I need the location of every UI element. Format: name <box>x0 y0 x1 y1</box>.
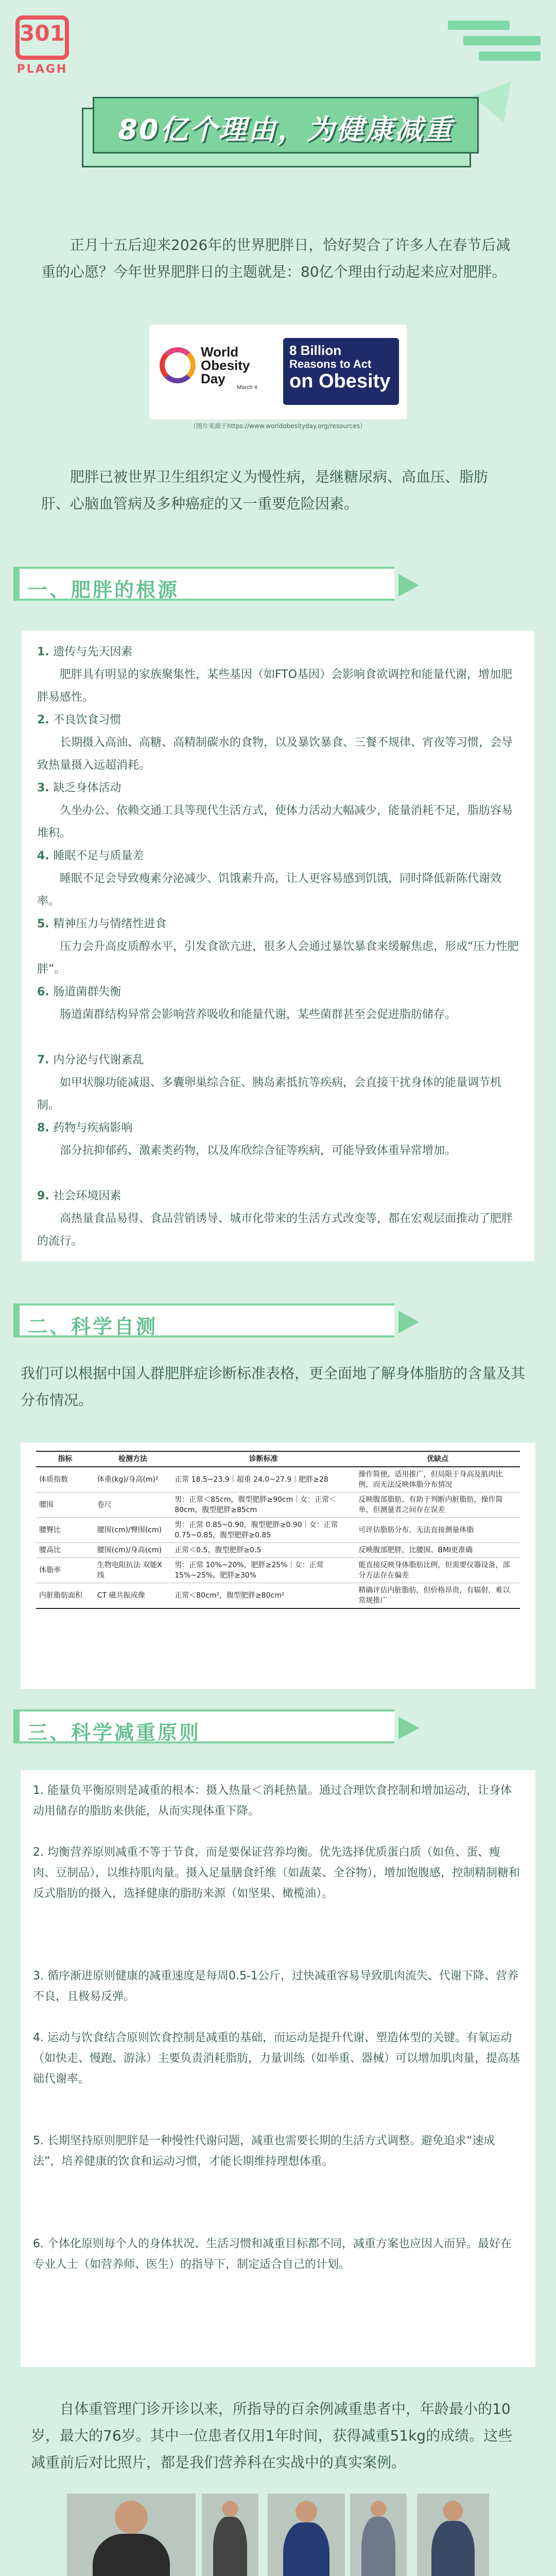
table-cell: 反映腹部肥胖，比腰围、BMI更准确 <box>355 1543 520 1558</box>
before-after-photo <box>350 2494 407 2576</box>
table-cell: 反映腹部脂肪，有助于判断内脏脂肪，操作简单，但测量者之间存在误差 <box>355 1493 520 1518</box>
cause-title-text: 内分泌与代谢紊乱 <box>53 1054 144 1066</box>
cause-number: 8. <box>37 1122 54 1134</box>
table-cell: 腰围(cm)/臀围(cm) <box>94 1518 171 1543</box>
table-cell: 体脂率 <box>36 1558 94 1583</box>
section-title: 一、肥胖的根源 <box>28 579 180 601</box>
table-cell: 能直接反映身体脂肪比例，但需要仪器设备，部分方法存在偏差 <box>355 1558 520 1583</box>
table-cell: 男：正常 0.85~0.90，腹型肥胖≥0.90｜女：正常 0.75~0.85，腹型肥胖≥0.85 <box>171 1518 355 1543</box>
principle-item: 3. 循序渐进原则健康的减重速度是每周0.5-1公斤，过快减重容易导致肌肉流失、代谢下降、营养不良，且极易反弹。 <box>33 1970 518 2003</box>
cause-title <box>37 1185 521 1208</box>
person-head <box>296 2501 317 2522</box>
logo-text: PLAGH <box>16 63 68 76</box>
cause-title <box>37 641 521 664</box>
principle-item: 1. 能量负平衡原则是减重的根本：摄入热量＜消耗热量。通过合理饮食控制和增加运动，让身体动用储存的脂肪来供能，从而实现体重下降。 <box>33 1784 512 1818</box>
principles-card <box>21 1770 535 2367</box>
cause-number: 2. <box>37 714 54 726</box>
table-cell: 腰围 <box>36 1493 94 1518</box>
table-row <box>36 1583 520 1609</box>
table-cell: 体质指数 <box>36 1467 94 1493</box>
table-row <box>36 1518 520 1543</box>
title-banner <box>93 97 479 154</box>
table-cell: 男：正常 10%~20%，肥胖≥25%｜女：正常 15%~25%，肥胖≥30% <box>171 1558 355 1583</box>
table-cell: 正常 18.5~23.9｜超重 24.0~27.9｜肥胖≥28 <box>171 1467 355 1493</box>
decorative-bar <box>448 21 510 30</box>
cause-title <box>37 1117 521 1140</box>
section-title: 三、科学减重原则 <box>28 1721 201 1744</box>
cause-number: 5. <box>37 918 54 930</box>
world-obesity-title: World Obesity Day <box>201 344 250 386</box>
principle-item: 4. 运动与饮食结合原则饮食控制是减重的基础，而运动是提升代谢、塑造体型的关键。有氧运动（如快走、慢跑、游泳）主要负责消耗脂肪，力量训练（如举重、器械）可以增加肌肉量，提高基础代谢率。 <box>33 2031 520 2086</box>
principle-item: 2. 均衡营养原则减重不等于节食，而是要保证营养均衡。优先选择优质蛋白质（如鱼、蛋、瘦肉、豆制品），以维持肌肉量。摄入足量膳食纤维（如蔬菜、全谷物），增加饱腹感，控制精制糖和反式脂肪的摄入，选择健康的脂肪来源（如坚果、橄榄油）。 <box>33 1846 520 1900</box>
cause-title <box>37 981 521 1004</box>
cause-description: 睡眠不足会导致瘦素分泌减少、饥饿素升高，让人更容易感到饥饿，同时降低新陈代谢效率。 <box>37 872 502 908</box>
section-heading-causes <box>13 567 394 601</box>
cause-title <box>37 845 521 868</box>
table-header-cell: 优缺点 <box>355 1451 520 1467</box>
campaign-badge-line3: on Obesity <box>289 370 391 392</box>
cause-title-text: 社会环境因素 <box>53 1190 121 1202</box>
decorative-bar <box>463 36 541 45</box>
principle-item: 5. 长期坚持原则肥胖是一种慢性代谢问题，减重也需要长期的生活方式调整。避免追求“速成法”，培养健康的饮食和运动习惯，才能长期维持理想体重。 <box>33 2134 495 2168</box>
person-head <box>443 2501 463 2521</box>
cause-title-text: 不良饮食习惯 <box>53 714 121 726</box>
cause-title <box>37 777 521 800</box>
table-row <box>36 1467 520 1493</box>
campaign-badge-line1: 8 Billion <box>289 343 342 358</box>
cause-title-text: 睡眠不足与质量差 <box>53 850 144 862</box>
table-cell: 精确评估内脏脂肪，但价格昂贵，有辐射，难以常规推广 <box>355 1583 520 1609</box>
cause-description: 长期摄入高油、高糖、高精制碳水的食物，以及暴饮暴食、三餐不规律、宵夜等习惯，会导致热量摄入远超消耗。 <box>37 736 513 772</box>
table-row <box>36 1558 520 1583</box>
before-after-photo <box>67 2494 196 2576</box>
causes-card <box>21 630 535 1262</box>
table-row <box>36 1493 520 1518</box>
campaign-badge-line2: Reasons to Act <box>289 358 372 370</box>
table-cell: 操作简便，适用推广，但局限于身高及肌肉比例，而无法反映体脂分布情况 <box>355 1467 520 1493</box>
cause-description: 久坐办公、依赖交通工具等现代生活方式，使体力活动大幅减少，能量消耗不足，脂肪容易堆积。 <box>37 804 513 840</box>
selftest-paragraph: 我们可以根据中国人群肥胖症诊断标准表格，更全面地了解身体脂肪的含量及其分布情况。 <box>21 1365 526 1409</box>
obesity-diagnosis-table <box>36 1451 520 1609</box>
world-obesity-date: March 4 <box>237 384 257 391</box>
page-title: 80亿个理由，为健康减重 <box>118 113 454 146</box>
person-head <box>371 2501 387 2517</box>
world-obesity-day-image <box>149 325 407 419</box>
decorative-bar <box>479 52 541 61</box>
table-cell: 正常＜0.5，腹型肥胖≥0.5 <box>171 1543 355 1558</box>
cause-title-text: 肠道菌群失衡 <box>53 986 121 998</box>
cause-description: 高热量食品易得、食品营销诱导、城市化带来的生活方式改变等，都在宏观层面推动了肥胖的流行。 <box>37 1212 513 1248</box>
cause-number: 3. <box>37 782 54 794</box>
before-after-photo <box>202 2494 258 2576</box>
cause-number: 7. <box>37 1054 54 1066</box>
cause-title-text: 精神压力与情绪性进食 <box>53 918 167 930</box>
image-caption: （图片来源于https://www.worldobesityday.org/resources） <box>189 422 366 430</box>
section-title: 二、科学自测 <box>28 1315 158 1338</box>
table-cell: 腰臀比 <box>36 1518 94 1543</box>
table-header-cell: 诊断标准 <box>171 1451 355 1467</box>
hospital-logo <box>11 15 73 77</box>
table-cell: 生物电阻抗法 双能X线 <box>94 1558 171 1583</box>
person-head <box>222 2501 238 2517</box>
cause-description: 部分抗抑郁药、激素类药物，以及库欣综合征等疾病，可能导致体重异常增加。 <box>60 1144 457 1157</box>
person-figure <box>283 2522 329 2576</box>
cause-number: 1. <box>37 646 54 658</box>
cause-description: 肥胖具有明显的家族聚集性，某些基因（如FTO基因）会影响食欲调控和能量代谢，增加肥胖易感性。 <box>37 668 513 704</box>
cause-number: 4. <box>37 850 54 862</box>
table-row <box>36 1543 520 1558</box>
person-figure <box>361 2517 395 2576</box>
table-cell: 腰围(cm)/身高(cm) <box>94 1543 171 1558</box>
cause-title-text: 遗传与先天因素 <box>53 646 133 658</box>
decorative-arrow <box>472 68 527 122</box>
table-cell: 卷尺 <box>94 1493 171 1518</box>
cause-description: 如甲状腺功能减退、多囊卵巢综合征、胰岛素抵抗等疾病，会直接干扰身体的能量调节机制。 <box>37 1076 502 1112</box>
intro-paragraph: 正月十五后迎来2026年的世界肥胖日，恰好契合了许多人在春节后减重的心愿？今年世界肥胖日的主题就是：80亿个理由行动起来应对肥胖。 <box>41 236 511 280</box>
person-figure <box>431 2521 475 2576</box>
person-figure <box>213 2517 247 2576</box>
cause-description: 压力会升高皮质醇水平，引发食欲亢进，很多人会通过暴饮暴食来缓解焦虑，形成“压力性肥胖”。 <box>37 940 519 976</box>
table-header-cell: 检测方法 <box>94 1451 171 1467</box>
cause-number: 6. <box>37 986 54 998</box>
before-after-photo <box>268 2494 345 2576</box>
principle-item: 6. 个体化原则每个人的身体状况、生活习惯和减重目标都不同，减重方案也应因人而异。最好在专业人士（如营养师、医生）的指导下，制定适合自己的计划。 <box>33 2238 512 2271</box>
cause-number: 9. <box>37 1190 54 1202</box>
cause-title-text: 缺乏身体活动 <box>53 782 121 794</box>
person-head <box>115 2501 148 2534</box>
world-obesity-logo-icon <box>160 347 196 383</box>
cause-title-text: 药物与疾病影响 <box>53 1122 133 1134</box>
obesity-definition-paragraph: 肥胖已被世界卫生组织定义为慢性病，是继糖尿病、高血压、脂肪肝、心脑血管病及多种癌症的又一重要危险因素。 <box>41 468 489 512</box>
diagnosis-table-card <box>21 1443 535 1689</box>
before-after-photo <box>417 2494 489 2576</box>
table-cell: 内脏脂肪面积 <box>36 1583 94 1609</box>
logo-number: 301 <box>20 21 65 46</box>
table-cell: CT 磁共振成像 <box>94 1583 171 1609</box>
cause-title <box>37 1049 521 1072</box>
table-cell: 可评估脂肪分布，无法直接测量体脂 <box>355 1518 520 1543</box>
case-paragraph: 自体重管理门诊开诊以来，所指导的百余例减重患者中，年龄最小的10岁，最大的76岁。其中一位患者仅用1年时间，获得减重51kg的成绩。这些减重前后对比照片，都是我们营养科在实战中的真实案例。 <box>31 2400 513 2471</box>
cause-title <box>37 913 521 936</box>
table-cell: 腰高比 <box>36 1543 94 1558</box>
table-header-cell: 指标 <box>36 1451 94 1467</box>
person-figure <box>93 2534 170 2576</box>
cause-description: 肠道菌群结构异常会影响营养吸收和能量代谢，某些菌群甚至会促进脂肪储存。 <box>60 1008 457 1021</box>
campaign-badge <box>283 338 399 405</box>
section-heading-selftest <box>13 1303 394 1337</box>
table-cell: 男：正常＜85cm，腹型肥胖≥90cm｜女：正常＜80cm，腹型肥胖≥85cm <box>171 1493 355 1518</box>
table-cell: 体重(kg)/身高(m)² <box>94 1467 171 1493</box>
table-cell: 正常＜80cm²，腹型肥胖≥80cm² <box>171 1583 355 1609</box>
section-heading-principles <box>13 1709 394 1743</box>
cause-title <box>37 709 521 732</box>
